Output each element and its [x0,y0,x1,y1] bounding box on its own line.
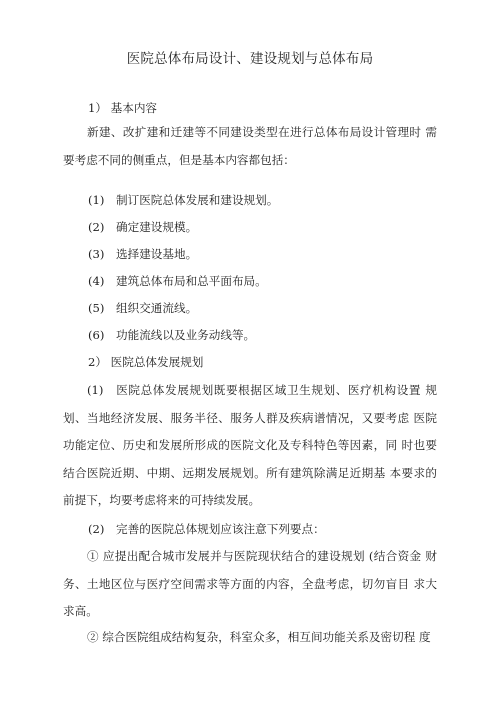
section-heading-development-plan: 2） 医院总体发展规划 [88,355,204,369]
list-item-2: (2) 确定建设规模。 [88,220,198,234]
point-1: ① 应提出配合城市发展并与医院现状结合的建设规划 (结合资金 财务、土地区位与医疗空间需求等方面的内容，全盘考虑，切勿盲目 求大求高。 [63,549,437,618]
point-2: ② 综合医院组成结构复杂，科室众多，相互间功能关系及密切程 度 [87,630,431,644]
list-item-6: (6) 功能流线以及业务动线等。 [88,328,256,342]
list-item-1: (1) 制订医院总体发展和建设规划。 [88,193,279,207]
paragraph-key-points: (2) 完善的医院总体规划应该注意下列要点： [88,522,325,536]
section-heading-basic-content: 1） 基本内容 [88,101,158,115]
paragraph-intro: 新建、改扩建和迁建等不同建设类型在进行总体布局设计管理时 需要考虑不同的侧重点，但是基本内容都包括： [63,125,437,167]
list-item-5: (5) 组织交通流线。 [88,301,198,315]
paragraph-development-plan: (1) 医院总体发展规划既要根据区域卫生规划、医疗机构设置 规划、当地经济发展、服务半径、服务人群及疾病谱情况，又要考虑 医院功能定位、历史和发展所形成的医院文化及专科特色等因素，同 时也要结合医院近期、中期、远期发展规划。所有建筑除满足近期基 本要求的前提下，均要考虑将来的可持续发展。 [63,383,437,507]
list-item-3: (3) 选择建设基地。 [88,247,198,261]
list-item-4: (4) 建筑总体布局和总平面布局。 [88,274,267,288]
document-title: 医院总体布局设计、建设规划与总体布局 [126,51,374,67]
